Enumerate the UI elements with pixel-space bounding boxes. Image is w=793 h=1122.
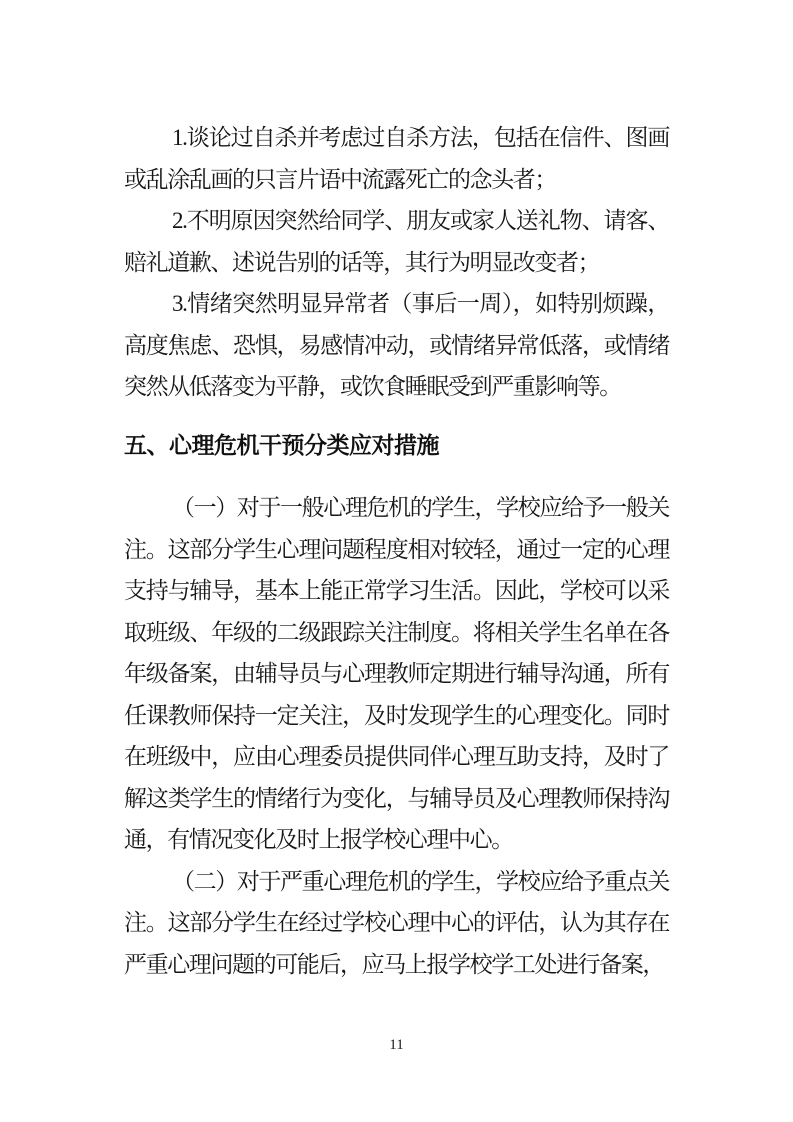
numbered-item-3: 3.情绪突然明显异常者（事后一周），如特别烦躁，高度焦虑、恐惧，易感情冲动，或情绪异常低落，或情绪突然从低落变为平静，或饮食睡眠受到严重影响等。 <box>124 291 669 399</box>
document-body <box>124 117 669 985</box>
page-number: 11 <box>389 1037 404 1053</box>
numbered-item-2: 2.不明原因突然给同学、朋友或家人送礼物、请客、赔礼道歉、述说告别的话等，其行为明显改变者； <box>124 208 669 275</box>
numbered-item-1: 1.谈论过自杀并考虑过自杀方法，包括在信件、图画或乱涂乱画的只言片语中流露死亡的念头者； <box>124 125 669 192</box>
section-heading: 五、心理危机干预分类应对措施 <box>124 431 439 458</box>
paragraph-general-crisis: （一）对于一般心理危机的学生，学校应给予一般关注。这部分学生心理问题程度相对较轻，通过一定的心理支持与辅导，基本上能正常学习生活。因此，学校可以采取班级、年级的二级跟踪关注制度。将相关学生名单在各年级备案，由辅导员与心理教师定期进行辅导沟通，所有任课教师保持一定关注，及时发现学生的心理变化。同时在班级中，应由心理委员提供同伴心理互助支持，及时了解这类学生的情绪行为变化，与辅导员及心理教师保持沟通，有情况变化及时上报学校心理中心。 <box>124 495 669 852</box>
page-footer <box>0 1036 793 1054</box>
paragraph-severe-crisis: （二）对于严重心理危机的学生，学校应给予重点关注。这部分学生在经过学校心理中心的评估，认为其存在严重心理问题的可能后，应马上报学校学工处进行备案， <box>124 868 669 977</box>
